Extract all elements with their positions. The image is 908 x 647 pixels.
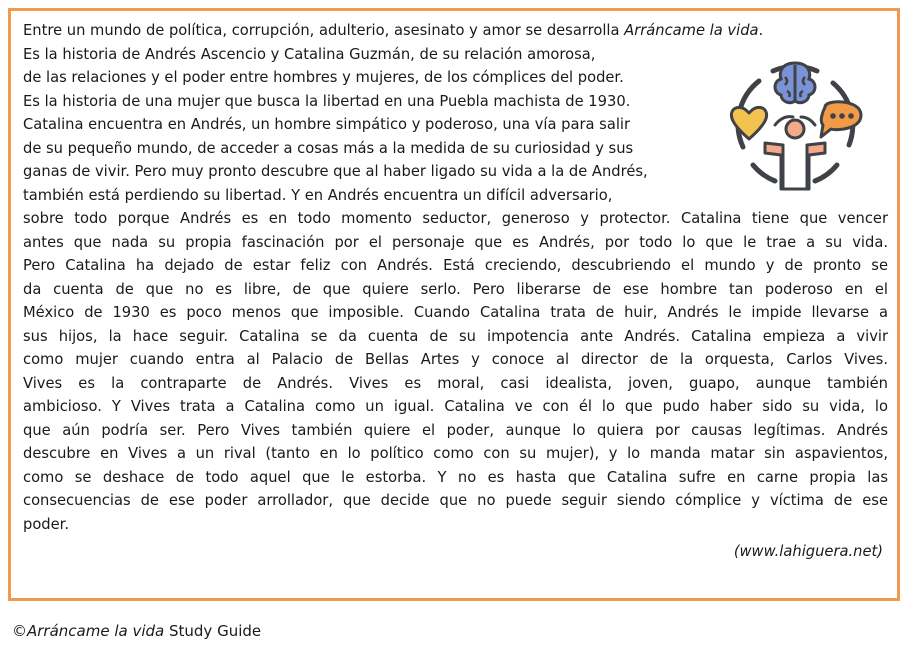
text-line: también está perdiendo su libertad. Y en Andrés encuentra un difícil adversario, (23, 186, 613, 204)
footer-credit (12, 622, 261, 640)
text-line: de las relaciones y el poder entre hombres y mujeres, de los cómplices del poder. (23, 69, 624, 86)
intro-paragraph (23, 19, 764, 207)
text-line: ganas de vivir. Pero muy pronto descubre que al haber ligado su vida a la de Andrés, (23, 163, 648, 180)
text-line: Vives es la contraparte de Andrés. Vives es moral, casi idealista, joven, guapo, aunque también (23, 374, 888, 392)
main-paragraph (23, 207, 888, 536)
book-title: Arráncame la vida (624, 22, 759, 39)
source-citation: (www.lahiguera.net) (733, 543, 883, 560)
text-line: de su pequeño mundo, de acceder a cosas más a la medida de su curiosidad y sus (23, 139, 634, 157)
text-line: Pero Catalina ha dejado de estar feliz con Andrés. Está creciendo, descubriendo el mundo y de pronto se (23, 257, 888, 274)
text-line: da cuenta de que no es libre, de que quiere serlo. Pero liberarse de ese hombre tan poderoso en el (23, 280, 888, 298)
text-line: ambicioso. Y Vives trata a Catalina como un igual. Catalina ve con él lo que pudo haber sido su vida, lo (23, 398, 888, 415)
footer-suffix: Study Guide (164, 622, 262, 640)
text-line: México de 1930 es poco menos que imposible. Cuando Catalina trata de huir, Andrés le impide llevarse a (23, 304, 888, 321)
copyright-symbol: © (12, 622, 27, 640)
text-line: sus hijos, la hace seguir. Catalina se da cuenta de su impotencia ante Andrés. Catalina empieza a vivir (23, 327, 888, 345)
text-line: como mujer cuando entra al Palacio de Bellas Artes y conoce al director de la orquesta, Carlos Vives. (23, 351, 888, 368)
text-line: como se deshace de todo aquel que le estorba. Y no es hasta que Catalina sufre en carne propia las (23, 468, 888, 486)
footer-book-title: Arráncame la vida (27, 622, 165, 640)
text-line: descubre en Vives a un rival (tanto en lo político como con su mujer), y lo manda matar sin aspavientos, (23, 445, 888, 462)
text-line: sobre todo porque Andrés es en todo momento seductor, generoso y protector. Catalina tiene que vencer (23, 210, 888, 227)
text-line: Catalina encuentra en Andrés, un hombre simpático y poderoso, una vía para salir (23, 116, 631, 133)
text-line: poder. (23, 515, 70, 533)
text-line: consecuencias de ese poder arrollador, que decide que no puede seguir siendo cómplice y víctima de ese (23, 492, 888, 509)
article-card (8, 8, 900, 601)
text-line: Es la historia de una mujer que busca la libertad en una Puebla machista de 1930. (23, 92, 631, 110)
text-line: Es la historia de Andrés Ascencio y Catalina Guzmán, de su relación amorosa, (23, 45, 596, 63)
person-brain-heart-speech-icon (725, 55, 865, 195)
text-line: antes que nada su propia fascinación por el personaje que es Andrés, por todo lo que le trae a su vida. (23, 233, 888, 251)
text-line: Entre un mundo de política, corrupción, adulterio, asesinato y amor se desarrolla Arráncame la vida. (23, 22, 764, 39)
text-line: que aún podría ser. Pero Vives también quiere el poder, aunque lo quiera por causas legítimas. Andrés (23, 421, 888, 439)
